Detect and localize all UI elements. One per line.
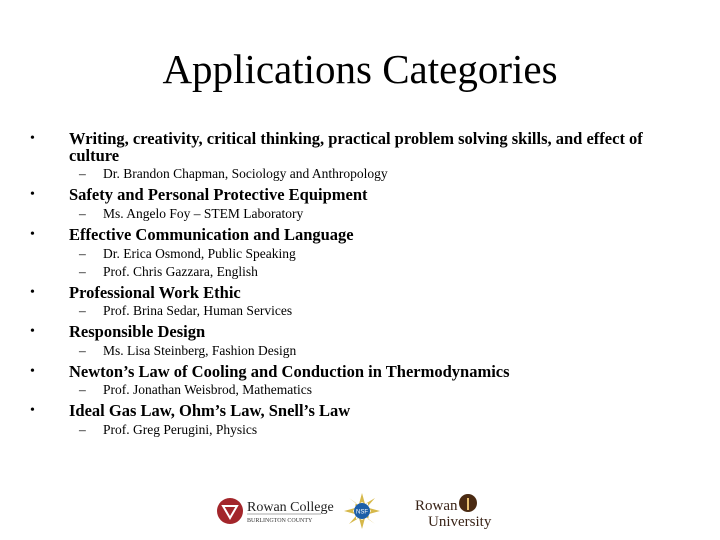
dash-icon: – <box>79 343 86 358</box>
category-presenter <box>79 264 258 280</box>
presenter-text: Prof. Greg Perugini, Physics <box>103 422 258 437</box>
bullet-icon: • <box>30 403 35 418</box>
dash-icon: – <box>79 382 86 397</box>
dash-icon: – <box>79 246 86 261</box>
nsf-logo <box>344 492 380 530</box>
category-presenter <box>79 206 303 222</box>
svg-text:BURLINGTON COUNTY: BURLINGTON COUNTY <box>247 518 313 524</box>
category-heading: Effective Communication and Language <box>69 225 354 244</box>
category-heading: Safety and Personal Protective Equipment <box>69 185 368 204</box>
presenter-text: Dr. Brandon Chapman, Sociology and Anthropology <box>103 166 388 181</box>
presenter-text: Prof. Jonathan Weisbrod, Mathematics <box>103 382 312 397</box>
presenter-text: Prof. Brina Sedar, Human Services <box>103 303 293 318</box>
category-heading: Responsible Design <box>69 322 206 341</box>
category-presenter <box>79 166 388 182</box>
dash-icon: – <box>79 264 86 279</box>
dash-icon: – <box>79 206 86 221</box>
svg-text:Rowan College: Rowan College <box>247 500 334 515</box>
category-heading: Newton’s Law of Cooling and Conduction in Thermodynamics <box>69 362 510 381</box>
bullet-icon: • <box>30 285 35 300</box>
category-presenter <box>79 343 296 359</box>
category-presenter <box>79 246 296 262</box>
rowan-college-logo <box>215 492 334 530</box>
presenter-text: Ms. Angelo Foy – STEM Laboratory <box>103 206 304 221</box>
presenter-text: Ms. Lisa Steinberg, Fashion Design <box>103 343 297 358</box>
bullet-icon: • <box>30 131 35 146</box>
category-presenter <box>79 422 257 438</box>
category-presenter <box>79 382 312 398</box>
bullet-icon: • <box>30 324 35 339</box>
slide-title: Applications Categories <box>162 46 558 92</box>
dash-icon: – <box>79 422 86 437</box>
category-heading: Ideal Gas Law, Ohm’s Law, Snell’s Law <box>69 401 351 420</box>
presenter-text: Prof. Chris Gazzara, English <box>103 264 258 279</box>
svg-text:Rowan: Rowan <box>415 498 458 514</box>
svg-text:NSF: NSF <box>356 509 368 516</box>
bullet-icon: • <box>30 187 35 202</box>
bullet-icon: • <box>30 227 35 242</box>
presenter-text: Dr. Erica Osmond, Public Speaking <box>103 246 296 261</box>
category-heading: Writing, creativity, critical thinking, practical problem solving skills, and effect of culture <box>69 129 643 165</box>
rowan-university-logo <box>414 492 492 530</box>
dash-icon: – <box>79 166 86 181</box>
bullet-icon: • <box>30 364 35 379</box>
category-presenter <box>79 303 292 319</box>
logos-row <box>0 492 720 532</box>
svg-text:University: University <box>428 514 492 530</box>
dash-icon: – <box>79 303 86 318</box>
category-heading: Professional Work Ethic <box>69 283 241 302</box>
